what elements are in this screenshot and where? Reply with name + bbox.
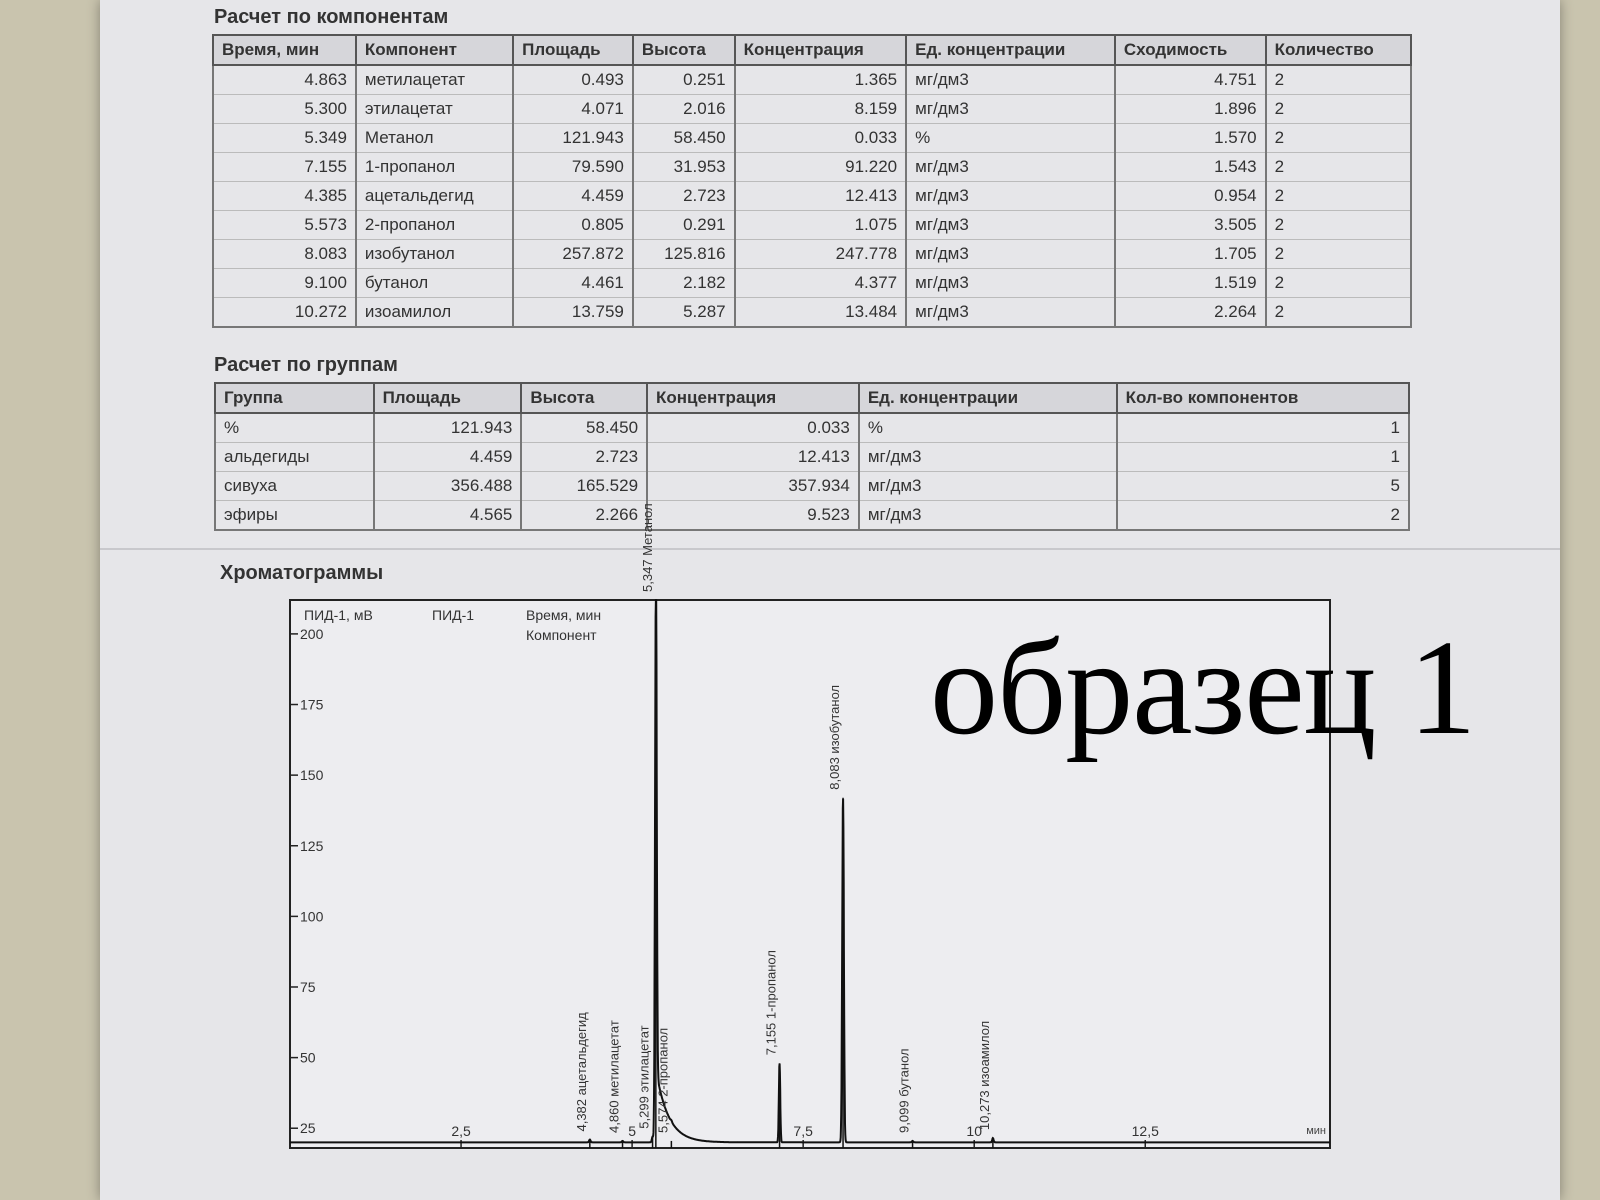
table-cell: мг/дм3 (906, 95, 1115, 124)
table-cell: мг/дм3 (906, 182, 1115, 211)
groups-table (214, 382, 1410, 531)
table-cell: 1.075 (735, 211, 907, 240)
column-header: Сходимость (1115, 35, 1266, 65)
component-row (213, 95, 1411, 124)
table-cell: 58.450 (633, 124, 735, 153)
table-cell: 2 (1266, 298, 1411, 328)
table-cell: 2 (1266, 240, 1411, 269)
table-cell: 8.083 (213, 240, 356, 269)
table-cell: мг/дм3 (859, 443, 1117, 472)
table-cell: 0.805 (513, 211, 633, 240)
group-row (215, 413, 1409, 443)
table-cell: сивуха (215, 472, 374, 501)
column-header: Площадь (374, 383, 522, 413)
table-cell: 31.953 (633, 153, 735, 182)
peak-label: 8,083 изобутанол (827, 684, 843, 790)
table-cell: мг/дм3 (906, 65, 1115, 95)
y-tick-label: 175 (300, 696, 324, 713)
table-cell: 356.488 (374, 472, 522, 501)
table-cell: 5.287 (633, 298, 735, 328)
table-cell: 0.251 (633, 65, 735, 95)
table-cell: 125.816 (633, 240, 735, 269)
table-cell: 1.896 (1115, 95, 1266, 124)
table-cell: 4.863 (213, 65, 356, 95)
table-cell: 3.505 (1115, 211, 1266, 240)
table-cell: мг/дм3 (906, 269, 1115, 298)
table-cell: 247.778 (735, 240, 907, 269)
x-tick-label: 10 (966, 1123, 982, 1139)
table-cell: 2 (1266, 182, 1411, 211)
sample-label: образец 1 (930, 613, 1476, 763)
chart-y-unit-label: ПИД-1, мВ (304, 607, 373, 623)
column-header: Кол-во компонентов (1117, 383, 1409, 413)
table-cell: 8.159 (735, 95, 907, 124)
column-header: Площадь (513, 35, 633, 65)
table-cell: 1 (1117, 443, 1409, 472)
table-cell: альдегиды (215, 443, 374, 472)
table-cell: 4.459 (513, 182, 633, 211)
table-cell: 2 (1266, 153, 1411, 182)
table-cell: 13.759 (513, 298, 633, 328)
component-row (213, 269, 1411, 298)
table-cell: 1.570 (1115, 124, 1266, 153)
table-cell: 165.529 (521, 472, 647, 501)
table-cell: изоамилол (356, 298, 513, 328)
x-axis-unit: мин (1306, 1125, 1326, 1137)
table-cell: 4.751 (1115, 65, 1266, 95)
y-tick-label: 75 (300, 978, 316, 995)
table-cell: 2.723 (633, 182, 735, 211)
peak-label: 5,299 этилацетат (636, 1025, 652, 1129)
groups-section-title: Расчет по группам (214, 354, 398, 376)
component-row (213, 65, 1411, 95)
component-row (213, 240, 1411, 269)
table-cell: % (906, 124, 1115, 153)
column-header: Компонент (356, 35, 513, 65)
table-cell: 121.943 (374, 413, 522, 443)
table-cell: 2 (1117, 501, 1409, 531)
table-cell: 9.523 (647, 501, 859, 531)
table-cell: 79.590 (513, 153, 633, 182)
table-cell: мг/дм3 (906, 240, 1115, 269)
column-header: Высота (521, 383, 647, 413)
page-fold (100, 548, 1560, 550)
column-header: Концентрация (647, 383, 859, 413)
table-cell: 1.543 (1115, 153, 1266, 182)
y-tick-label: 50 (300, 1049, 316, 1066)
peak-label: 7,155 1-пропанол (763, 950, 779, 1056)
table-cell: Метанол (356, 124, 513, 153)
table-cell: бутанол (356, 269, 513, 298)
column-header: Группа (215, 383, 374, 413)
table-cell: ацетальдегид (356, 182, 513, 211)
table-cell: мг/дм3 (859, 501, 1117, 531)
table-cell: 4.565 (374, 501, 522, 531)
table-cell: 0.493 (513, 65, 633, 95)
component-row (213, 153, 1411, 182)
table-cell: 1-пропанол (356, 153, 513, 182)
groups-header-row (215, 383, 1409, 413)
table-cell: % (215, 413, 374, 443)
y-tick-label: 125 (300, 837, 324, 854)
column-header: Концентрация (735, 35, 907, 65)
table-cell: 2.016 (633, 95, 735, 124)
group-row (215, 443, 1409, 472)
table-cell: 4.385 (213, 182, 356, 211)
table-cell: 2 (1266, 65, 1411, 95)
table-cell: 2.264 (1115, 298, 1266, 328)
column-header: Ед. концентрации (859, 383, 1117, 413)
table-cell: 257.872 (513, 240, 633, 269)
group-row (215, 501, 1409, 531)
x-tick-label: 7,5 (793, 1123, 813, 1139)
table-cell: 91.220 (735, 153, 907, 182)
table-cell: 5 (1117, 472, 1409, 501)
components-header-row (213, 35, 1411, 65)
y-tick-label: 150 (300, 767, 324, 784)
chart-time-label: Время, мин (526, 607, 602, 623)
table-cell: 0.954 (1115, 182, 1266, 211)
table-cell: 4.071 (513, 95, 633, 124)
table-cell: этилацетат (356, 95, 513, 124)
table-cell: 0.033 (735, 124, 907, 153)
table-cell: метилацетат (356, 65, 513, 95)
column-header: Ед. концентрации (906, 35, 1115, 65)
table-cell: мг/дм3 (859, 472, 1117, 501)
table-cell: 4.461 (513, 269, 633, 298)
table-cell: 9.100 (213, 269, 356, 298)
table-cell: мг/дм3 (906, 211, 1115, 240)
table-cell: 7.155 (213, 153, 356, 182)
chart-detector-label: ПИД-1 (432, 607, 475, 623)
table-cell: 1.519 (1115, 269, 1266, 298)
x-tick-label: 2,5 (451, 1123, 471, 1139)
table-cell: 357.934 (647, 472, 859, 501)
table-cell: 5.300 (213, 95, 356, 124)
table-cell: 2 (1266, 95, 1411, 124)
table-cell: 2 (1266, 211, 1411, 240)
table-cell: 121.943 (513, 124, 633, 153)
y-tick-label: 25 (300, 1120, 316, 1137)
table-cell: 2-пропанол (356, 211, 513, 240)
table-cell: 2.182 (633, 269, 735, 298)
components-section-title: Расчет по компонентам (214, 6, 449, 28)
table-cell: 5.349 (213, 124, 356, 153)
x-tick-label: 5 (628, 1123, 637, 1139)
table-cell: 58.450 (521, 413, 647, 443)
column-header: Количество (1266, 35, 1411, 65)
table-cell: мг/дм3 (906, 153, 1115, 182)
table-cell: 5.573 (213, 211, 356, 240)
table-cell: 4.377 (735, 269, 907, 298)
y-tick-label: 200 (300, 625, 324, 642)
component-row (213, 182, 1411, 211)
peak-label: 4,382 ацетальдегид (573, 1012, 589, 1132)
table-cell: 12.413 (647, 443, 859, 472)
table-cell: 0.291 (633, 211, 735, 240)
peak-label: 10,273 изоамилол (976, 1020, 992, 1131)
group-row (215, 472, 1409, 501)
table-cell: 1 (1117, 413, 1409, 443)
peak-label: 5,574 2-пропанол (655, 1027, 671, 1133)
chromatogram-section-title: Хроматограммы (220, 562, 384, 584)
table-cell: 2 (1266, 269, 1411, 298)
x-tick-label: 12,5 (1131, 1123, 1159, 1139)
component-row (213, 124, 1411, 153)
column-header: Время, мин (213, 35, 356, 65)
component-row (213, 298, 1411, 328)
column-header: Высота (633, 35, 735, 65)
table-cell: 1.705 (1115, 240, 1266, 269)
chart-component-label: Компонент (526, 627, 597, 643)
table-cell: 1.365 (735, 65, 907, 95)
table-cell: 2 (1266, 124, 1411, 153)
components-table (212, 34, 1412, 328)
peak-label: 5,347 Метанол (639, 503, 655, 592)
table-cell: % (859, 413, 1117, 443)
y-tick-label: 100 (300, 908, 324, 925)
table-cell: 10.272 (213, 298, 356, 328)
table-cell: 4.459 (374, 443, 522, 472)
table-cell: мг/дм3 (906, 298, 1115, 328)
peak-label: 4,860 метилацетат (606, 1020, 622, 1133)
table-cell: эфиры (215, 501, 374, 531)
table-cell: 2.266 (521, 501, 647, 531)
table-cell: 0.033 (647, 413, 859, 443)
table-cell: изобутанол (356, 240, 513, 269)
table-cell: 12.413 (735, 182, 907, 211)
component-row (213, 211, 1411, 240)
peak-label: 9,099 бутанол (896, 1048, 912, 1133)
table-cell: 2.723 (521, 443, 647, 472)
table-cell: 13.484 (735, 298, 907, 328)
